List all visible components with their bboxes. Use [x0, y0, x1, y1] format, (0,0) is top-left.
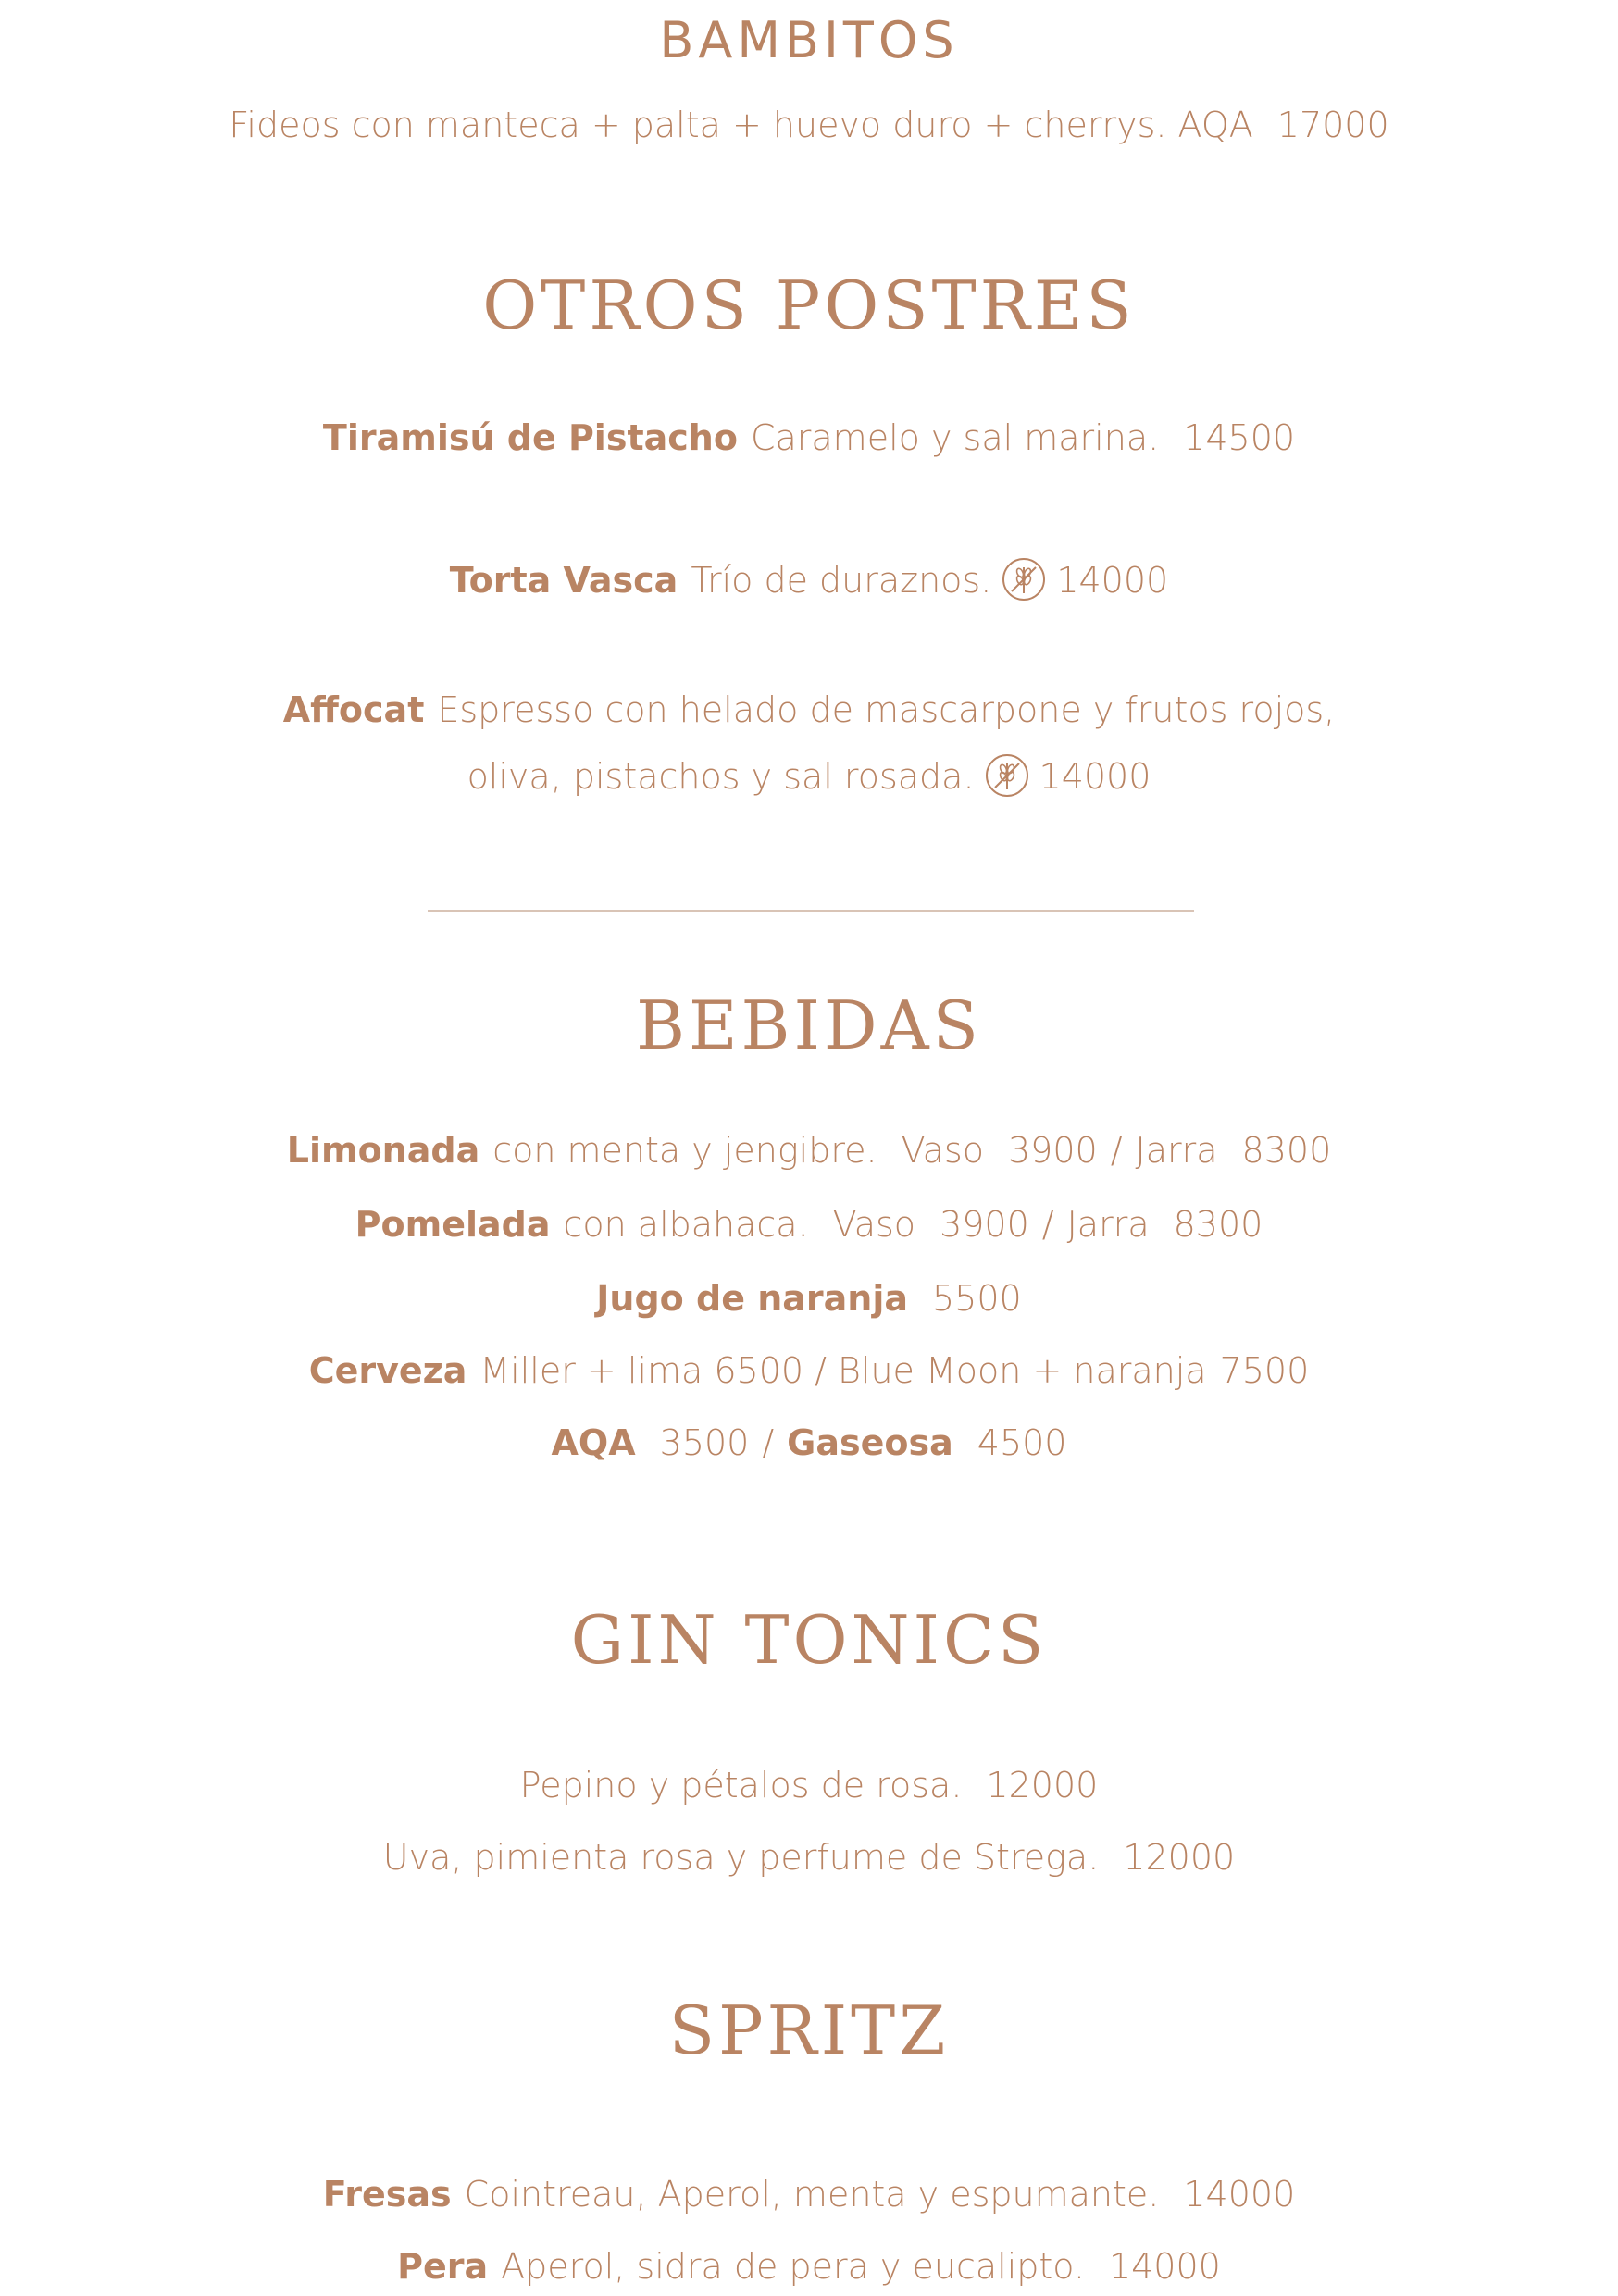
tiramisu-item	[0, 417, 1618, 458]
fresas-price: 14000	[1183, 2174, 1296, 2215]
cerveza-price: 7500	[1219, 1350, 1310, 1391]
gin-tonic-2-price: 12000	[1123, 1837, 1236, 1878]
pera-item	[0, 2246, 1618, 2287]
aqa-gaseosa-sep: /	[762, 1422, 775, 1463]
limonada-vaso-price: 3900	[1007, 1130, 1098, 1171]
otros-postres-heading: OTROS POSTRES	[482, 267, 1136, 344]
pomelada-sep: /	[1041, 1204, 1054, 1245]
jugo-price: 5500	[932, 1278, 1022, 1319]
affocat-price: 14000	[1039, 756, 1151, 797]
gin-tonic-item-2	[0, 1837, 1618, 1878]
torta-vasca-item	[0, 560, 1618, 602]
gaseosa-price: 4500	[977, 1422, 1067, 1463]
spritz-heading: SPRITZ	[668, 1992, 950, 2069]
fresas-name: Fresas	[322, 2174, 452, 2215]
aqa-name: AQA	[551, 1422, 636, 1463]
gluten-free-icon	[984, 752, 1030, 799]
aqa-price: 3500	[659, 1422, 750, 1463]
affocat-item-line2	[0, 756, 1618, 799]
limonada-name: Limonada	[286, 1130, 480, 1171]
affocat-desc-line2: oliva, pistachos y sal rosada.	[467, 756, 975, 797]
pomelada-jarra-price: 8300	[1173, 1204, 1263, 1245]
gin-tonics-heading: GIN TONICS	[570, 1601, 1048, 1679]
pomelada-name: Pomelada	[355, 1204, 551, 1245]
pera-desc: Aperol, sidra de pera y eucalipto.	[501, 2246, 1085, 2287]
limonada-item	[0, 1130, 1618, 1171]
fresas-item	[0, 2174, 1618, 2215]
bambitos-item	[0, 107, 1618, 143]
pomelada-vaso: Vaso	[832, 1204, 916, 1245]
pera-price: 14000	[1108, 2246, 1221, 2287]
gin-tonic-1-desc: Pepino y pétalos de rosa.	[519, 1765, 963, 1806]
aqa-gaseosa-item	[0, 1422, 1618, 1463]
torta-vasca-price: 14000	[1056, 560, 1169, 601]
gin-tonic-2-desc: Uva, pimienta rosa y perfume de Strega.	[382, 1837, 1100, 1878]
cerveza-item	[0, 1350, 1618, 1391]
cerveza-name: Cerveza	[308, 1350, 467, 1391]
bambitos-price: 17000	[1276, 105, 1389, 145]
tiramisu-price: 14500	[1183, 417, 1296, 458]
fresas-desc: Cointreau, Aperol, menta y espumante.	[464, 2174, 1160, 2215]
gin-tonic-item-1	[0, 1765, 1618, 1806]
limonada-vaso: Vaso	[901, 1130, 984, 1171]
affocat-item	[0, 689, 1618, 730]
pomelada-item	[0, 1204, 1618, 1245]
cerveza-desc: Miller + lima 6500 / Blue Moon + naranja	[479, 1350, 1207, 1391]
section-divider	[428, 910, 1194, 912]
tiramisu-name: Tiramisú de Pistacho	[322, 417, 738, 458]
torta-vasca-name: Torta Vasca	[449, 560, 678, 601]
affocat-desc-line1: Espresso con helado de mascarpone y frutos rojos,	[437, 689, 1336, 730]
gluten-free-icon	[1001, 556, 1047, 602]
gin-tonic-1-price: 12000	[986, 1765, 1099, 1806]
limonada-jarra-price: 8300	[1241, 1130, 1332, 1171]
pomelada-vaso-price: 3900	[940, 1204, 1029, 1245]
pomelada-jarra: Jarra	[1066, 1204, 1150, 1245]
bambitos-heading: BAMBITOS	[659, 11, 959, 69]
pomelada-desc: con albahaca.	[563, 1204, 809, 1245]
limonada-jarra: Jarra	[1135, 1130, 1218, 1171]
torta-vasca-desc: Trío de duraznos.	[691, 560, 992, 601]
jugo-item	[0, 1278, 1618, 1319]
pera-name: Pera	[397, 2246, 489, 2287]
limonada-sep: /	[1110, 1130, 1123, 1171]
tiramisu-desc: Caramelo y sal marina.	[750, 417, 1160, 458]
jugo-name: Jugo de naranja	[596, 1278, 908, 1319]
bebidas-heading: BEBIDAS	[636, 987, 982, 1064]
gaseosa-name: Gaseosa	[787, 1422, 953, 1463]
bambitos-desc: Fideos con manteca + palta + huevo duro + cherrys. AQA	[229, 105, 1253, 145]
limonada-desc: con menta y jengibre.	[492, 1130, 877, 1171]
affocat-name: Affocat	[282, 689, 425, 730]
